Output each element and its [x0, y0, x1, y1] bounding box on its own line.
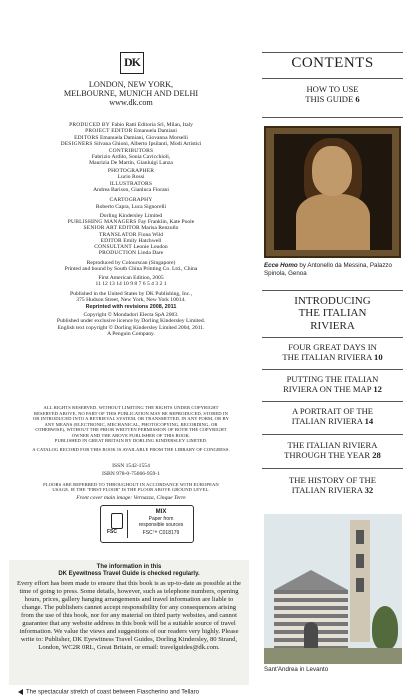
rights-line: RESERVED ABOVE, NO PART OF THIS PUBLICATION MAY BE REPRODUCED, STORED IN	[33, 410, 229, 416]
toc-item-through-the-year[interactable]	[262, 441, 403, 461]
fsc-line: Paper from	[148, 516, 174, 523]
rule	[262, 434, 403, 435]
toc-line: HOW TO USE	[306, 84, 359, 94]
credit-label: PROJECT EDITOR	[85, 128, 133, 135]
toc-line: THE HISTORY OF THE	[289, 475, 376, 485]
us-publish-line: Published in the United States by DK Publishing, Inc.,	[70, 290, 192, 297]
rule	[262, 337, 403, 338]
rights-line: OWNER AND THE ABOVE PUBLISHER OF THIS BOOK.	[71, 432, 191, 438]
us-publish-line: 375 Hudson Street, New York, New York 10014.	[76, 296, 186, 303]
toc-item-four-great-days[interactable]	[262, 343, 403, 363]
printing-line: Printed and bound by South China Printing Co. Ltd., China	[64, 265, 198, 272]
floors-note: USAGE, IE THE "FIRST FLOOR" IS THE FLOOR ABOVE GROUND LEVEL.	[52, 486, 210, 492]
dk-name: Dorling Kindersley Limited	[99, 212, 163, 219]
toc-item-portrait[interactable]	[262, 407, 403, 427]
contributors-line: Fabrizio Ardito, Sonia Cavicchioli,	[91, 154, 171, 161]
toc-item-map[interactable]	[262, 375, 403, 395]
toc-line: FOUR GREAT DAYS IN	[288, 342, 377, 352]
rule	[262, 52, 403, 53]
ecce-homo-painting	[264, 126, 401, 258]
credit-label: EDITOR	[100, 237, 122, 244]
credit-label: EDITORS	[74, 134, 99, 141]
edition-line: First American Edition, 2005	[98, 275, 164, 282]
toc-line: RIVIERA ON THE MAP	[283, 383, 372, 394]
painting-credit: by Antonello da Messina, Palazzo Spinola, Genoa	[264, 262, 392, 278]
rights-line: ALL RIGHTS RESERVED. WITHOUT LIMITING THE RIGHTS UNDER COPYRIGHT	[43, 405, 219, 410]
toc-how-to-use[interactable]	[262, 85, 403, 105]
fsc-logo-text: FSC	[107, 529, 117, 535]
illustrators-value: Andrea Barison, Gianluca Fiorani	[93, 187, 169, 194]
print-run-line: 11 12 13 14 10 9 8 7 6 5 4 3 2 1	[95, 281, 167, 288]
isbn: ISBN 978-0-75666-959-1	[102, 471, 160, 478]
copyright-line: English text copyright © Dorling Kindersley Limited 2004, 2011.	[57, 324, 205, 331]
cartography-value: Roberto Capra, Luca Signorelli	[95, 203, 167, 210]
fsc-mix: MIX	[155, 509, 167, 515]
footer-caption	[18, 689, 199, 696]
footer-caption-text: The spectacular stretch of coast between Fiascherino and Tellaro	[26, 689, 199, 696]
credit-label: PRODUCED BY	[69, 122, 110, 128]
section-heading-line: INTRODUCING	[294, 295, 371, 307]
credit-value: Marisa Renzullo	[141, 225, 179, 232]
rights-line: OR INTRODUCED INTO A RETRIEVAL SYSTEM, OR TRANSMITTED, IN ANY FORM, OR BY	[32, 416, 230, 421]
toc-item-history[interactable]	[262, 476, 403, 496]
toc-line: ITALIAN RIVIERA	[291, 415, 363, 426]
painting-title: Ecce Homo	[264, 262, 298, 269]
church-caption: Sant'Andrea in Levanto	[264, 666, 329, 673]
website: www.dk.com	[109, 98, 153, 108]
fsc-badge	[100, 505, 194, 543]
revisions-note: Reprinted with revisions 2008, 2011	[85, 304, 177, 311]
credit-value: Fiona Wild	[138, 231, 164, 238]
toc-page: 14	[364, 415, 374, 426]
credit-label: TRANSLATOR	[98, 231, 137, 238]
contributors-label: CONTRIBUTORS	[108, 148, 154, 154]
section-heading-line: THE ITALIAN	[298, 307, 367, 320]
cover-credit: Front cover main image: Vernazza, Cinque Terre	[76, 494, 186, 501]
fsc-code: FSC™ C018179	[142, 530, 180, 537]
copyright-line: A Penguin Company.	[107, 330, 155, 337]
section-heading	[262, 295, 403, 332]
rule	[262, 117, 403, 118]
toc-page: 28	[372, 449, 381, 460]
toc-page: 6	[355, 93, 360, 104]
toc-line: THE ITALIAN RIVIERA	[287, 440, 378, 450]
section-heading-line: RIVIERA	[310, 319, 355, 332]
credit-label: CONSULTANT	[94, 244, 132, 251]
photographer-value: Lucio Rossi	[117, 173, 145, 180]
credit-label: PUBLISHING MANAGERS	[67, 219, 137, 226]
credit-value: Silvana Ghioni, Alberto Ipsilanti, Modi Artistici	[94, 140, 202, 147]
fsc-tree-icon	[105, 510, 128, 538]
painting-caption	[264, 262, 402, 279]
photographer-label: PHOTOGRAPHER	[107, 167, 155, 174]
printing-line: Reproduced by Colourscan (Singapore)	[86, 259, 176, 266]
catalog-notice: A CATALOG RECORD FOR THIS BOOK IS AVAILABLE FROM THE LIBRARY OF CONGRESS.	[32, 446, 230, 452]
info-heading: The information in this	[96, 564, 162, 570]
credit-label: SENIOR ART EDITOR	[83, 225, 140, 232]
fsc-line: responsible sources	[138, 522, 184, 529]
rule	[262, 78, 403, 79]
toc-line: THE ITALIAN RIVIERA	[282, 351, 372, 362]
publisher-cities	[0, 80, 262, 108]
copyright-line: Copyright © Mondadori Electa SpA 2003.	[83, 312, 179, 319]
copyright-line: Published under exclusive licence by Dorling Kindersley Limited.	[56, 318, 206, 325]
rights-line: PUBLISHED IN GREAT BRITAIN BY DORLING KINDERSLEY LIMITED.	[54, 438, 208, 443]
rights-notice	[0, 405, 262, 452]
contributors-line: Maurizia De Martin, Gianluigi Lanza	[89, 160, 173, 167]
contents-title: CONTENTS	[291, 55, 374, 71]
credit-value: Emanuela Damiani, Giovanna Morselli	[100, 134, 188, 141]
rights-line: ANY MEANS (ELECTRONIC, MECHANICAL, PHOTOCOPYING, RECORDING, OR	[44, 421, 218, 427]
toc-line: ITALIAN RIVIERA	[291, 484, 363, 495]
toc-line: THROUGH THE YEAR	[284, 449, 371, 460]
cartography-label: CARTOGRAPHY	[109, 197, 153, 204]
toc-line: A PORTRAIT OF THE	[291, 406, 374, 416]
toc-page: 12	[373, 383, 382, 394]
floors-note: FLOORS ARE REFERRED TO THROUGHOUT IN ACCORDANCE WITH EUROPEAN	[43, 481, 219, 487]
credit-label: PRODUCTION	[98, 250, 137, 257]
credit-value: Emily Hatchwell	[123, 237, 162, 244]
credit-value: Linda Dare	[137, 250, 164, 257]
rule	[262, 468, 403, 469]
rule	[262, 290, 403, 291]
toc-line: THIS GUIDE	[305, 93, 354, 104]
caption-pointer-icon	[18, 689, 23, 695]
production-credits	[0, 122, 262, 337]
credit-value: Fabio Ratti Editoria Srl, Milan, Italy	[111, 122, 193, 128]
city-line-2: MELBOURNE, MUNICH AND DELHI	[63, 89, 199, 99]
rule	[262, 369, 403, 370]
toc-page: 32	[364, 484, 374, 495]
toc-line: PUTTING THE ITALIAN	[286, 374, 379, 384]
dk-logo	[120, 52, 144, 74]
credit-value: Fay Franklin, Kate Poole	[137, 219, 195, 226]
credit-value: Leonie Loudon	[133, 244, 168, 251]
rule	[262, 401, 403, 402]
issn: ISSN 1542-1554	[112, 463, 150, 469]
illustrators-label: ILLUSTRATORS	[109, 181, 153, 188]
info-box	[9, 560, 249, 685]
toc-page: 10	[374, 351, 383, 362]
credit-label: DESIGNERS	[60, 140, 93, 147]
info-body: Every effort has been made to ensure that this book is as up-to-date as possible at the time of going to press. Some details, however, such as telephone numbers, opening hours, prices, gallery hanging arrangements and travel information are liable to change. The publishers cannot accept responsibility for any consequences arising from the use of this book, nor for any material on third party websites, and cannot guarantee that any website address in this book will be a suitable source of travel information. We value the views and suggestions of our readers very highly. Please write to: Publisher, DK Eyewitness Travel Guides, Dorling Kindersley, 80 Strand, London, WC2R 0RL, Great Britain, or email: travelguides@dk.com.	[16, 579, 241, 651]
info-heading: DK Eyewitness Travel Guide is checked regularly.	[58, 571, 200, 578]
credit-value: Emanuela Damiani	[133, 128, 177, 135]
city-line-1: LONDON, NEW YORK,	[88, 80, 174, 89]
rights-line: OTHERWISE), WITHOUT THE PRIOR WRITTEN PERMISSION OF BOTH THE COPYRIGHT	[35, 427, 227, 432]
church-photo	[264, 514, 402, 664]
dk-logo-text: DK	[124, 55, 140, 69]
identifiers	[0, 463, 262, 501]
